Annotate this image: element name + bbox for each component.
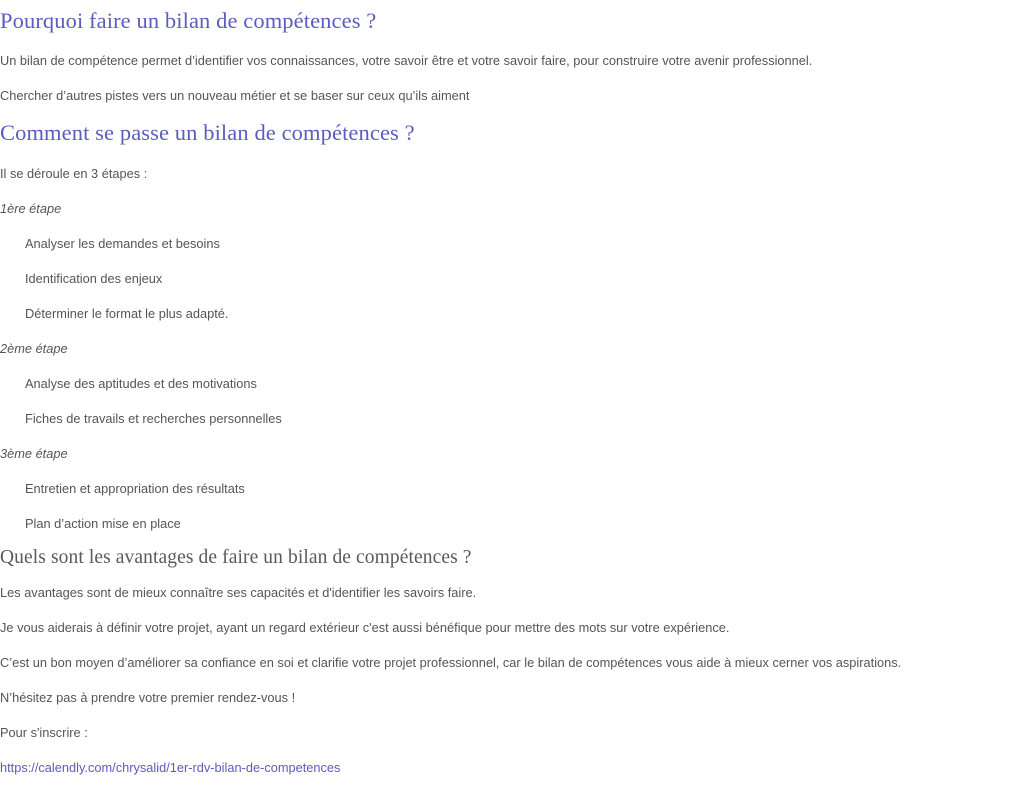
step-1-item: Identification des enjeux <box>25 271 163 286</box>
step-3-item: Plan d’action mise en place <box>25 516 181 531</box>
calendly-link[interactable]: https://calendly.com/chrysalid/1er-rdv-bilan-de-competences <box>0 760 341 775</box>
heading-why: Pourquoi faire un bilan de compétences ? <box>0 8 377 33</box>
paragraph-benefits-5: Pour s'inscrire : <box>0 725 88 740</box>
step-1-label: 1ère étape <box>0 201 62 216</box>
paragraph-why-2: Chercher d’autres pistes vers un nouveau métier et se baser sur ceux qu’ils aiment <box>0 88 470 103</box>
paragraph-how-intro: Il se déroule en 3 étapes : <box>0 166 148 181</box>
step-2-label: 2ème étape <box>0 341 68 356</box>
step-1-item: Analyser les demandes et besoins <box>25 236 220 251</box>
step-3-label: 3ème étape <box>0 446 68 461</box>
paragraph-benefits-2: Je vous aiderais à définir votre projet, ayant un regard extérieur c'est aussi bénéfique pour mettre des mots sur votre expérience. <box>0 620 730 635</box>
step-2-item: Analyse des aptitudes et des motivations <box>25 376 257 391</box>
paragraph-benefits-4: N’hésitez pas à prendre votre premier rendez-vous ! <box>0 690 296 705</box>
paragraph-benefits-1: Les avantages sont de mieux connaître ses capacités et d'identifier les savoirs faire. <box>0 585 477 600</box>
paragraph-benefits-3: C’est un bon moyen d’améliorer sa confiance en soi et clarifie votre projet professionnel, car le bilan de compétences vous aide à mieux cerner vos aspirations. <box>0 655 902 670</box>
paragraph-why-1: Un bilan de compétence permet d’identifier vos connaissances, votre savoir être et votre savoir faire, pour construire votre avenir professionnel. <box>0 53 813 68</box>
heading-benefits: Quels sont les avantages de faire un bilan de compétences ? <box>0 547 472 568</box>
heading-how: Comment se passe un bilan de compétences ? <box>0 120 415 145</box>
step-1-item: Déterminer le format le plus adapté. <box>25 306 229 321</box>
step-3-item: Entretien et appropriation des résultats <box>25 481 245 496</box>
step-2-item: Fiches de travails et recherches personnelles <box>25 411 282 426</box>
signup-link-row <box>0 760 340 776</box>
